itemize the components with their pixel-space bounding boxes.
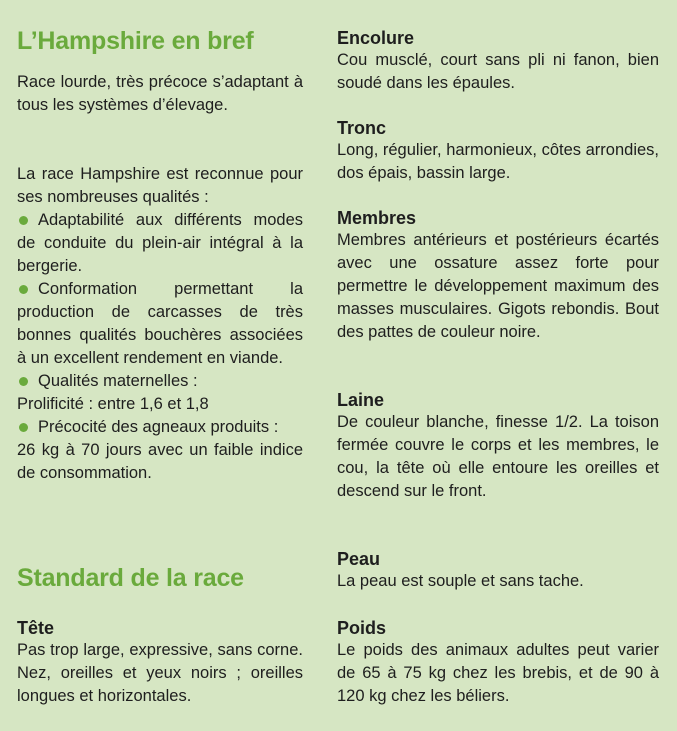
bullet-dot-icon bbox=[19, 423, 28, 432]
bullet-extra-prolificity: Prolificité : entre 1,6 et 1,8 bbox=[17, 395, 209, 413]
bullet-text: Adaptabilité aux différents modes de conduite du plein-air intégral à la bergerie. bbox=[17, 211, 303, 275]
tete-heading: Tête bbox=[17, 618, 55, 638]
membres-text: Membres antérieurs et postérieurs écartés avec une ossature assez forte pour permettre le développement maximum des masses musculaires. Gigots rebondis. Bout des pattes de couleur noire. bbox=[337, 231, 659, 341]
encolure-text: Cou musclé, court sans pli ni fanon, bien soudé dans les épaules. bbox=[337, 51, 659, 92]
qualities-block bbox=[17, 163, 303, 485]
tronc-text: Long, régulier, harmonieux, côtes arrondies, dos épais, bassin large. bbox=[337, 141, 659, 182]
bullet-dot-icon bbox=[19, 377, 28, 386]
membres-heading: Membres bbox=[337, 208, 417, 228]
poids-heading: Poids bbox=[337, 618, 387, 638]
poids-text: Le poids des animaux adultes peut varier de 65 à 75 kg chez les brebis, et de 90 à 120 kg chez les béliers. bbox=[337, 641, 659, 705]
bullet-dot-icon bbox=[19, 285, 28, 294]
bullet-item-conformation bbox=[17, 278, 303, 370]
standard-title: Standard de la race bbox=[17, 564, 244, 592]
encolure-heading: Encolure bbox=[337, 28, 415, 48]
peau-text: La peau est souple et sans tache. bbox=[337, 572, 584, 590]
peau-heading: Peau bbox=[337, 549, 381, 569]
bullet-text: Précocité des agneaux produits : bbox=[38, 418, 279, 436]
bullet-text: Qualités maternelles : bbox=[38, 372, 198, 390]
laine-heading: Laine bbox=[337, 390, 385, 410]
intro-paragraph: Race lourde, très précoce s’adaptant à tous les systèmes d’élevage. bbox=[17, 73, 303, 114]
tronc-heading: Tronc bbox=[337, 118, 387, 138]
tete-text: Pas trop large, expressive, sans corne. Nez, oreilles et yeux noirs ; oreilles longues et horizontales. bbox=[17, 641, 303, 705]
bullet-dot-icon bbox=[19, 216, 28, 225]
page-title: L’Hampshire en bref bbox=[17, 27, 254, 55]
laine-text: De couleur blanche, finesse 1/2. La toison fermée couvre le corps et les membres, le cou, la tête où elle entoure les oreilles et descend sur le front. bbox=[337, 413, 659, 500]
bullet-extra-weight: 26 kg à 70 jours avec un faible indice de consommation. bbox=[17, 441, 303, 482]
bullet-item-maternal bbox=[17, 370, 303, 393]
bullet-text: Conformation permettant la production de carcasses de très bonnes qualités bouchères associées à un excellent rendement en viande. bbox=[17, 280, 303, 367]
qualities-intro: La race Hampshire est reconnue pour ses nombreuses qualités : bbox=[17, 165, 303, 206]
bullet-item-precocity bbox=[17, 416, 303, 439]
bullet-item-adaptability bbox=[17, 209, 303, 278]
